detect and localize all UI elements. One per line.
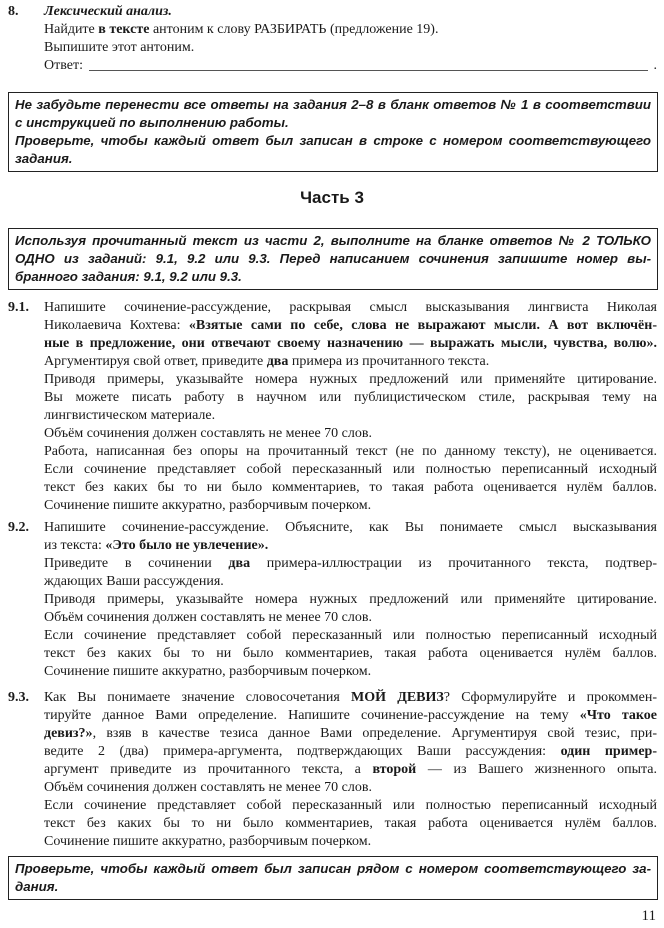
text-segment: ведите 2 (два) примера-аргумента, подтверждающих Ваши рассуждения: (44, 744, 561, 759)
text-segment: Сочинение пишите аккуратно, разборчивым почерком. (44, 498, 372, 513)
text-segment: Если сочинение представляет собой пересказанный или полностью переписанный исходный (44, 798, 657, 813)
text-segment: Проверьте, чтобы каждый ответ был записан в строке с номером соответствующего (15, 133, 651, 148)
text-segment: , взяв в качестве тезиса данное Вами определение. Аргументируя свой тезис, при- (92, 726, 657, 741)
text-line (15, 232, 651, 250)
text-segment: Приводя примеры, указывайте номера нужных предложений или применяйте цитирование. (44, 372, 657, 387)
text-segment: — из Вашего жизненного опыта. (416, 762, 657, 777)
text-line (44, 335, 657, 353)
text-segment: аргумент приведите из прочитанного текста, а (44, 762, 373, 777)
text-line (44, 689, 657, 707)
bold-text: девиз?» (44, 726, 93, 741)
text-segment: Работа, написанная без опоры на прочитанный текст (не по данному тексту), не оценивается. (44, 444, 657, 459)
text-line (44, 779, 657, 797)
task-9-2 (44, 519, 657, 681)
text-line (44, 707, 657, 725)
bold-text: два (266, 354, 289, 369)
text-line (15, 250, 651, 268)
bold-text: МОЙ ДЕВИЗ (351, 690, 444, 705)
task-8 (44, 3, 657, 75)
text-line (15, 878, 651, 896)
task-9-1 (44, 299, 657, 515)
text-line (44, 389, 657, 407)
text-segment: Напишите сочинение-рассуждение. Объясните, как Вы понимаете смысл высказывания (44, 520, 657, 535)
text-segment: Выпишите этот антоним. (44, 40, 195, 55)
answer-row (44, 57, 657, 75)
text-segment: лингвистическом материале. (44, 408, 216, 423)
text-segment: Николаевича Кохтева: (44, 318, 189, 333)
text-segment: задания. (15, 151, 73, 166)
task-9-2-number: 9.2. (8, 520, 29, 535)
text-line (44, 407, 657, 425)
text-line (44, 573, 657, 591)
bold-text: «Что такое (579, 708, 657, 723)
text-segment: Используя прочитанный текст из части 2, выполните на бланке ответов № 2 ТОЛЬКО (15, 233, 651, 248)
text-line (44, 39, 657, 57)
text-line (44, 537, 657, 555)
text-segment: с инструкцией по выполнению работы. (15, 115, 289, 130)
task-9-1-number: 9.1. (8, 300, 29, 315)
text-line (15, 150, 651, 168)
text-line (44, 645, 657, 663)
bold-text: второй (372, 762, 417, 777)
text-line (44, 743, 657, 761)
text-line (44, 497, 657, 515)
text-line (44, 761, 657, 779)
text-segment: Вы можете писать работу в научном или публицистическом стиле, раскрывая тему на (44, 390, 657, 405)
answer-label: Ответ: (44, 58, 83, 73)
text-line (44, 353, 657, 371)
text-line (44, 815, 657, 833)
bold-text: «Это было не увлечение». (105, 538, 269, 553)
text-line (44, 725, 657, 743)
text-segment: Приведите в сочинении (44, 556, 229, 571)
text-segment: текст без каких бы то ни было комментариев, такая работа оценивается нулём баллов. (44, 646, 657, 661)
bold-text: два (228, 556, 251, 571)
notice-transfer-answers (8, 92, 658, 172)
text-segment: Проверьте, чтобы каждый ответ был записан рядом с номером соответствующего за- (15, 861, 651, 876)
task-8-lines (44, 21, 657, 57)
text-line (44, 371, 657, 389)
text-segment: Если сочинение представляет собой пересказанный или полностью переписанный исходный (44, 628, 657, 643)
text-segment: текст без каких бы то ни было комментариев, такая работа оценивается нулём баллов. (44, 816, 657, 831)
bold-text: в тексте (98, 22, 150, 37)
text-segment: тируйте данное Вами определение. Напишите сочинение-рассуждение на тему (44, 708, 580, 723)
bold-text: один пример- (560, 744, 657, 759)
page-number: 11 (641, 908, 656, 924)
text-segment: Сочинение пишите аккуратно, разборчивым почерком. (44, 834, 372, 849)
text-line (15, 860, 651, 878)
text-line (44, 663, 657, 681)
part-title: Часть 3 (300, 188, 364, 207)
text-segment: примера из прочитанного текста. (288, 354, 490, 369)
text-line (44, 555, 657, 573)
task-8-title: Лексический анализ. (44, 4, 172, 19)
text-line (44, 627, 657, 645)
text-segment: антоним к слову РАЗБИРАТЬ (предложение 19). (149, 22, 439, 37)
text-segment: примера-иллюстрации из прочитанного текста, подтвер- (250, 556, 657, 571)
notice-check-answers (8, 856, 658, 900)
text-segment: Если сочинение представляет собой пересказанный или полностью переписанный исходный (44, 462, 657, 477)
text-segment: Объём сочинения должен составлять не менее 70 слов. (44, 610, 372, 625)
bold-text: ные в предложение, они отвечают своему назначению — выражать мысли, чувства, волю». (44, 336, 657, 351)
text-line (44, 443, 657, 461)
text-segment: Напишите сочинение-рассуждение, раскрывая смысл высказывания лингвиста Николая (44, 300, 657, 315)
text-line (44, 299, 657, 317)
text-line (15, 268, 651, 286)
text-segment: Не забудьте перенести все ответы на задания 2–8 в бланк ответов № 1 в соответствии (15, 97, 651, 112)
text-segment: из текста: (44, 538, 106, 553)
text-line (44, 797, 657, 815)
text-segment: дания. (15, 879, 59, 894)
text-segment: Объём сочинения должен составлять не менее 70 слов. (44, 780, 372, 795)
answer-field[interactable] (89, 58, 648, 71)
text-segment: Объём сочинения должен составлять не менее 70 слов. (44, 426, 372, 441)
notice-choose-task (8, 228, 658, 290)
text-line (44, 425, 657, 443)
text-segment: Аргументируя свой ответ, приведите (44, 354, 267, 369)
text-line (15, 114, 651, 132)
text-line (15, 96, 651, 114)
text-segment: Найдите (44, 22, 99, 37)
text-segment: ? Сформулируйте и прокоммен- (443, 690, 657, 705)
task-9-3 (44, 689, 657, 851)
text-line (44, 479, 657, 497)
text-segment: текст без каких бы то ни было комментариев, то такая работа оценивается нулём баллов. (44, 480, 657, 495)
text-segment: ждающих Ваши рассуждения. (44, 574, 224, 589)
text-line (15, 132, 651, 150)
text-line (44, 461, 657, 479)
text-line (44, 833, 657, 851)
answer-end: . (653, 58, 657, 73)
text-line (44, 317, 657, 335)
text-segment: бранного задания: 9.1, 9.2 или 9.3. (15, 269, 242, 284)
text-segment: Как Вы понимаете значение словосочетания (44, 690, 352, 705)
task-9-3-number: 9.3. (8, 690, 29, 705)
text-line (44, 609, 657, 627)
task-8-number: 8. (8, 4, 19, 19)
bold-text: «Взятые сами по себе, слова не выражают мысли. А вот включён- (188, 318, 657, 333)
text-line (44, 519, 657, 537)
text-line (44, 591, 657, 609)
text-line (44, 21, 657, 39)
text-segment: Приводя примеры, указывайте номера нужных предложений или применяйте цитирование. (44, 592, 657, 607)
text-segment: Сочинение пишите аккуратно, разборчивым почерком. (44, 664, 372, 679)
text-segment: ОДНО из заданий: 9.1, 9.2 или 9.3. Перед написанием сочинения запишите номер вы- (15, 251, 651, 266)
